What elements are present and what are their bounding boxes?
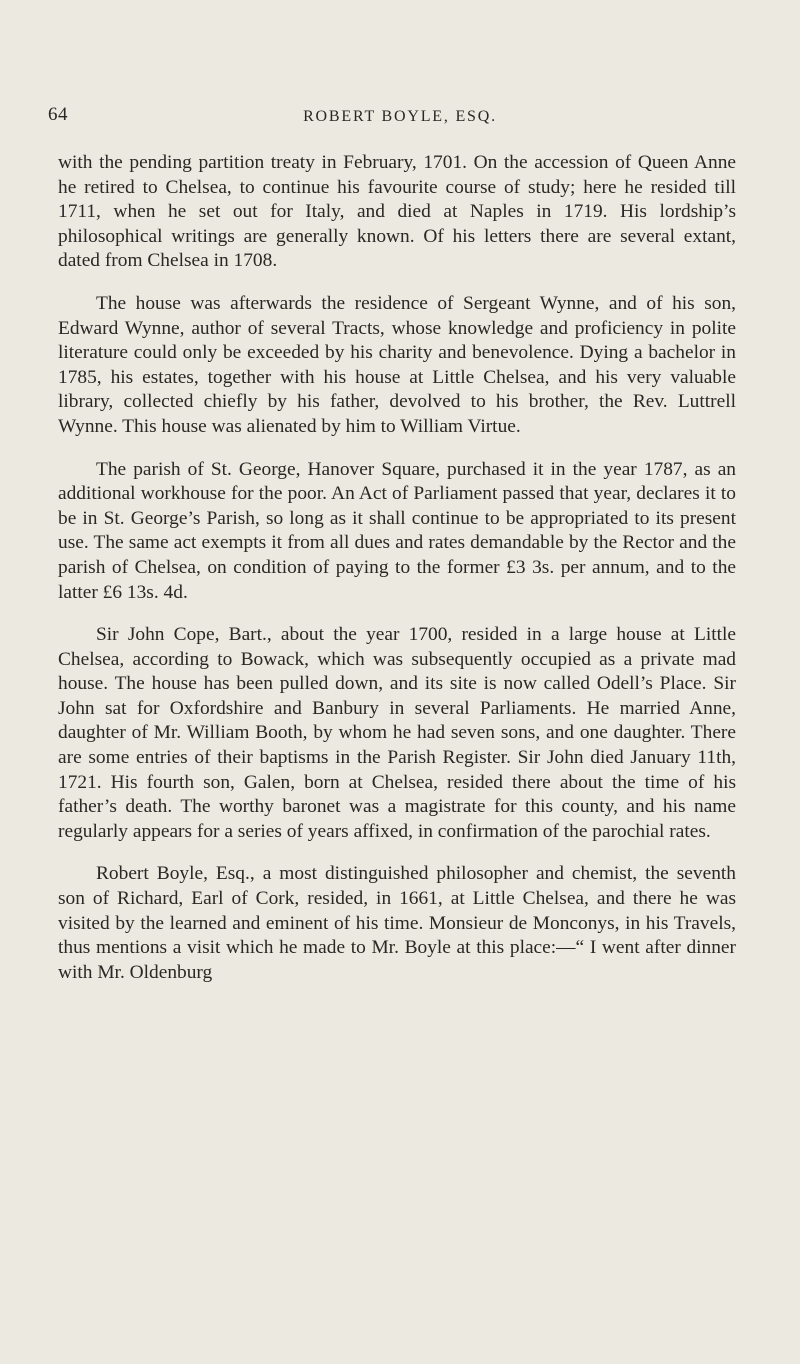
paragraph: Robert Boyle, Esq., a most distinguished philosopher and chemist, the seventh son of Richard, Earl of Cork, resided, in 1661, at Little Chelsea, and there he was visited by the learned and eminent of his time. Monsieur de Monconys, in his Travels, thus mentions a visit which he made to Mr. Boyle at this place:—“ I went after dinner with Mr. Oldenburg: [58, 863, 736, 983]
paragraph: with the pending partition treaty in February, 1701. On the accession of Queen Anne he retired to Chelsea, to continue his favourite course of study; here he resided till 1711, when he set out for Italy, and died at Naples in 1719. His lordship’s philosophical writings are generally known. Of his letters there are several extant, dated from Chelsea in 1708.: [58, 152, 736, 272]
paragraph: The house was afterwards the residence of Sergeant Wynne, and of his son, Edward Wynne, author of several Tracts, whose knowledge and proficiency in polite literature could only be exceeded by his charity and benevolence. Dying a bachelor in 1785, his estates, together with his house at Little Chelsea, and his very valuable library, collected chiefly by his father, devolved to his brother, the Rev. Luttrell Wynne. This house was alienated by him to William Virtue.: [58, 292, 736, 437]
running-head: ROBERT BOYLE, ESQ.: [303, 108, 497, 125]
paragraph: The parish of St. George, Hanover Square, purchased it in the year 1787, as an additional workhouse for the poor. An Act of Parliament passed that year, declares it to be in St. George’s Parish, so long as it shall continue to be appropriated to its present use. The same act exempts it from all dues and rates demandable by the Rector and the parish of Chelsea, on condition of paying to the former £3 3s. per annum, and to the latter £6 13s. 4d.: [58, 458, 736, 603]
page-number: 64: [48, 104, 68, 125]
body-text: [58, 151, 736, 1003]
paragraph: Sir John Cope, Bart., about the year 1700, resided in a large house at Little Chelsea, according to Bowack, which was subsequently occupied as a private mad house. The house has been pulled down, and its site is now called Odell’s Place. Sir John sat for Oxfordshire and Banbury in several Parliaments. He married Anne, daughter of Mr. William Booth, by whom he had seven sons, and one daughter. There are some entries of their baptisms in the Parish Register. Sir John died January 11th, 1721. His fourth son, Galen, born at Chelsea, resided there about the time of his father’s death. The worthy baronet was a magistrate for this county, and his name regularly appears for a series of years affixed, in confirmation of the parochial rates.: [58, 624, 736, 842]
